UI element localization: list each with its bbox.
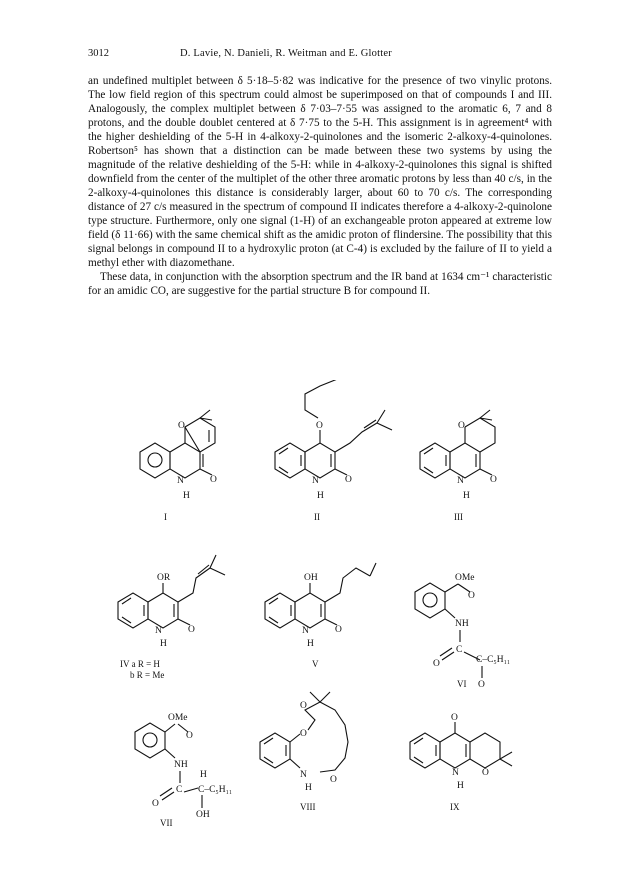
compound-label-sub: b R = Me [130, 670, 165, 680]
atom-O: O [300, 701, 307, 711]
atom-O: O [210, 475, 217, 485]
structure-IX [410, 713, 512, 812]
compound-label: II [314, 512, 320, 522]
atom-O: O [345, 475, 352, 485]
author-line: D. Lavie, N. Danieli, R. Weitman and E. Glotter [180, 48, 392, 59]
atom-H: H [183, 491, 190, 501]
compound-label: III [454, 512, 463, 522]
atom-O: O [316, 421, 323, 431]
atom-N: N [452, 768, 459, 778]
chemical-structures-figure [0, 380, 623, 860]
structure-I [140, 410, 217, 522]
atom-O: O [300, 729, 307, 739]
atom-N: N [302, 626, 309, 636]
atom-O: O [433, 659, 440, 669]
atom-O: O [451, 713, 458, 723]
atom-H: H [200, 770, 207, 780]
running-header [88, 48, 552, 64]
atom-C5H11: C–C₅H₁₁ [476, 655, 511, 665]
atom-OMe: OMe [168, 713, 188, 723]
paragraph: These data, in conjunction with the absorption spectrum and the IR band at 1634 cm⁻¹ characteristic for an amidic CO, are suggestive for the partial structure B for compound II. [88, 271, 552, 297]
structure-VIII [260, 692, 348, 812]
atom-OMe: OMe [455, 573, 475, 583]
atom-O: O [458, 421, 465, 431]
compound-label: VI [457, 679, 467, 689]
atom-N: N [155, 626, 162, 636]
atom-O: O [330, 775, 337, 785]
structure-VII [135, 713, 232, 828]
atom-O: O [186, 731, 193, 741]
atom-N: N [177, 476, 184, 486]
atom-O: O [490, 475, 497, 485]
atom-OR: OR [157, 573, 171, 583]
structure-IV [118, 555, 225, 680]
compound-label: IX [450, 802, 460, 812]
atom-O: O [178, 421, 185, 431]
atom-OH: OH [304, 573, 318, 583]
structure-II [275, 380, 392, 522]
atom-H: H [457, 781, 464, 791]
atom-O: O [478, 680, 485, 690]
structure-V [265, 563, 376, 669]
atom-H: H [160, 639, 167, 649]
atom-H: H [317, 491, 324, 501]
atom-C: C [176, 785, 183, 795]
atom-N: N [312, 476, 319, 486]
paragraph: an undefined multiplet between δ 5·18–5·82 was indicative for the presence of two vinylic protons. The low field region of this spectrum could almost be superimposed on that of compounds I and III. Analogously, the complex multiplet between δ 7·03–7·55 was assigned to the aromatic 6, 7 and 8 protons, and the double doublet centered at δ 7·75 to the 5-H. This assignment is in agreement⁴ with the higher deshielding of the 5-H in 4-alkoxy-2-quinolones and the isomeric 2-alkoxy-4-quinolones. Robertson⁵ has shown that a distinction can be made between these two systems by using the magnitude of the relative deshielding of the 5-H: while in 4-alkoxy-2-quinolones this signal is shifted downfield from the center of the multiplet of the other three aromatic protons by less than 40 c/s, in the 2-alkoxy-4-quinolones this distance is considerably larger, about 60 to 70 c/s. The corresponding distance of 27 c/s measured in the spectrum of compound II indicates therefore a 4-alkoxy-2-quinolone type structure. Furthermore, only one signal (1-H) of an exchangeable proton appeared at extreme low field (δ 11·66) with the same chemical shift as the amidic proton of flindersine. The possibility that this signal belongs in compound II to a hydroxylic proton (at C-4) is excluded by the failure of II to yield a methyl ether with diazomethane. [88, 75, 552, 269]
compound-label: I [164, 512, 167, 522]
compound-label: VIII [300, 802, 316, 812]
compound-label: VII [160, 818, 173, 828]
atom-NH: NH [455, 619, 469, 629]
structure-III [420, 410, 497, 522]
atom-N: N [457, 476, 464, 486]
atom-H: H [307, 639, 314, 649]
atom-C5H11: C–C₅H₁₁ [198, 785, 233, 795]
atom-C: C [456, 645, 463, 655]
atom-NH: NH [174, 760, 188, 770]
compound-label: V [312, 659, 319, 669]
atom-H: H [463, 491, 470, 501]
atom-O: O [468, 591, 475, 601]
atom-H: H [305, 783, 312, 793]
atom-O: O [482, 768, 489, 778]
atom-O: O [335, 625, 342, 635]
atom-O: O [188, 625, 195, 635]
atom-OH: OH [196, 810, 210, 820]
atom-O: O [152, 799, 159, 809]
structure-VI [415, 573, 510, 690]
compound-label: IV a R = H [120, 659, 160, 669]
atom-N: N [300, 770, 307, 780]
page-number: 3012 [88, 48, 109, 59]
body-text [88, 74, 552, 298]
